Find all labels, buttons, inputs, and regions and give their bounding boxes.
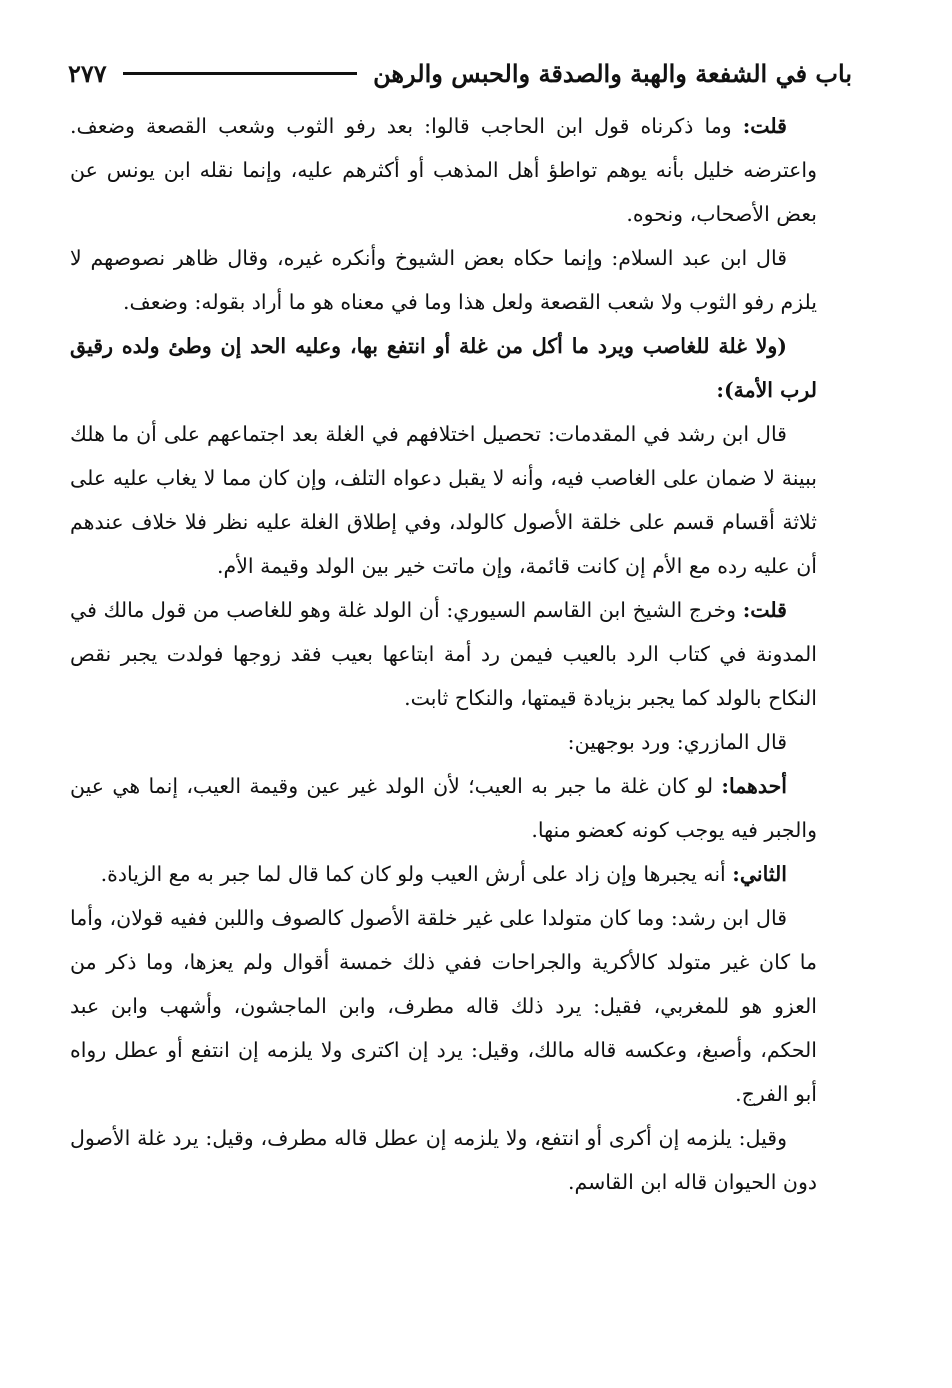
paragraph-lead: أحدهما: xyxy=(721,774,787,798)
paragraph-text: قال ابن رشد في المقدمات: تحصيل اختلافهم في الغلة بعد اجتماعهم على أن ما هلك ببينة لا ضمان على الغاصب فيه، وأنه لا يقبل دعواه التلف، وإن كان مما لا يغاب عليه على ثلاثة أقسام قسم على خلقة الأصول كالولد، وفي إطلاق الغلة عليه نظر فلا خلاف عندهم أن عليه رده مع الأم إن كانت قائمة، وإن ماتت خير بين الولد وقيمة الأم. xyxy=(70,422,817,578)
paragraph-lead: الثاني: xyxy=(732,862,787,886)
paragraph-text: أنه يجبرها وإن زاد على أرش العيب ولو كان كما قال لما جبر به مع الزيادة. xyxy=(100,862,733,886)
header-rule xyxy=(123,72,357,75)
paragraph xyxy=(70,1116,817,1204)
paragraph-text: وقيل: يلزمه إن أكرى أو انتفع، ولا يلزمه إن عطل قاله مطرف، وقيل: يرد غلة الأصول دون الحيوان قاله ابن القاسم. xyxy=(70,1126,817,1194)
paragraph xyxy=(70,896,817,1116)
paragraph xyxy=(70,852,817,896)
paragraph-text: وما ذكرناه قول ابن الحاجب قالوا: بعد رفو الثوب وشعب القصعة وضعف. واعترضه خليل بأنه يوهم تواطؤ أهل المذهب أو أكثرهم عليه، وإنما نقله ابن يونس عن بعض الأصحاب، ونحوه. xyxy=(70,114,817,226)
paragraph-lead: قلت: xyxy=(742,114,787,138)
paragraph xyxy=(70,236,817,324)
paragraph xyxy=(70,412,817,588)
running-header xyxy=(68,48,852,98)
paragraph xyxy=(70,764,817,852)
paragraph-text: (ولا غلة للغاصب ويرد ما أكل من غلة أو انتفع بها، وعليه الحد إن وطئ ولده رقيق لرب الأمة): xyxy=(70,334,817,402)
page-body xyxy=(70,104,817,1204)
paragraph-text: قال ابن رشد: وما كان متولدا على غير خلقة الأصول كالصوف واللبن ففيه قولان، وأما ما كان غير متولد كالأكرية والجراحات ففي ذلك خمسة أقوال ولم يعزها، وما ذكر من العزو هو للمغربي، فقيل: يرد ذلك قاله مطرف، وابن الماجشون، وأشهب وابن عبد الحكم، وأصبغ، وعكسه قاله مالك، وقيل: يرد إن اكترى ولا يلزمه إن انتفع أو عطل رواه أبو الفرج. xyxy=(70,906,817,1106)
paragraph xyxy=(70,104,817,236)
paragraph xyxy=(70,720,817,764)
paragraph-text: لو كان غلة ما جبر به العيب؛ لأن الولد غير عين وقيمة العيب، إنما هي عين والجبر فيه يوجب كونه كعضو منها. xyxy=(70,774,817,842)
paragraph-text: وخرج الشيخ ابن القاسم السيوري: أن الولد غلة وهو للغاصب من قول مالك في المدونة في كتاب الرد بالعيب فيمن رد أمة ابتاعها بعيب فقد زوجها فولدت يجبر نقص النكاح بالولد كما يجبر بزيادة قيمتها، والنكاح ثابت. xyxy=(70,598,817,710)
paragraph xyxy=(70,588,817,720)
paragraph-lead: قلت: xyxy=(742,598,787,622)
page-number: ٢٧٧ xyxy=(68,58,107,88)
paragraph-text: قال المازري: ورد بوجهين: xyxy=(567,730,787,754)
matn-quote xyxy=(70,324,817,412)
paragraph-text: قال ابن عبد السلام: وإنما حكاه بعض الشيوخ وأنكره غيره، وقال ظاهر نصوصهم لا يلزم رفو الثوب ولا شعب القصعة ولعل هذا وما في معناه هو ما أراد بقوله: وضعف. xyxy=(70,246,817,314)
chapter-title: باب في الشفعة والهبة والصدقة والحبس والرهن xyxy=(373,58,852,88)
